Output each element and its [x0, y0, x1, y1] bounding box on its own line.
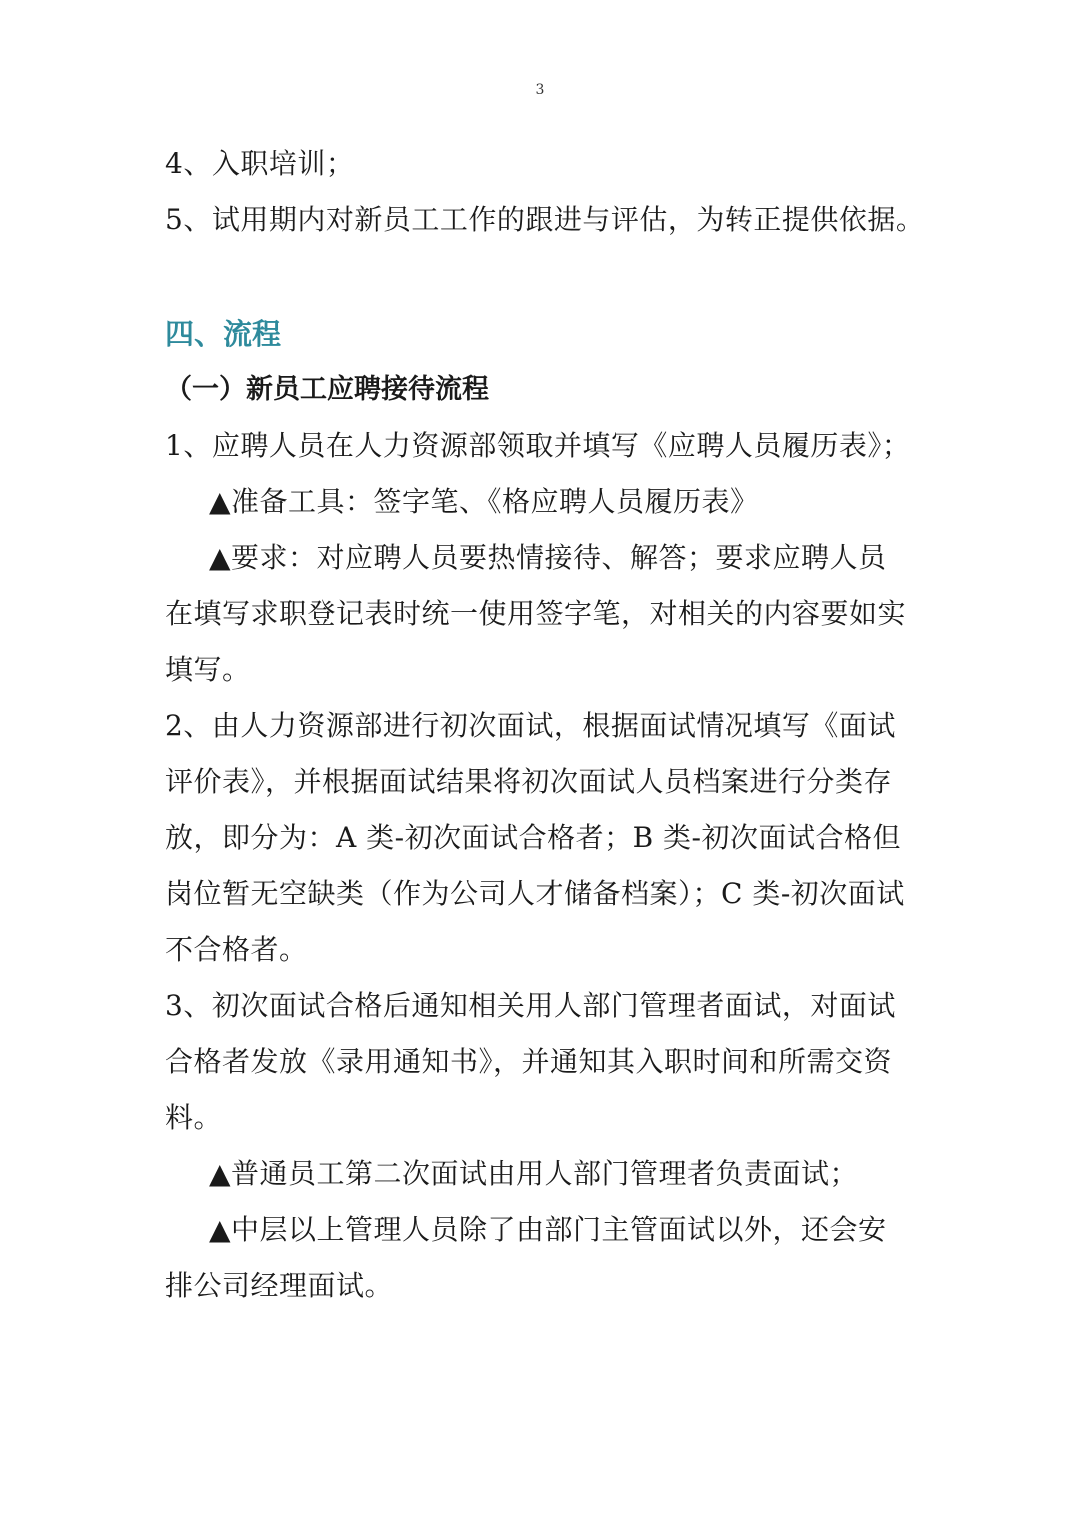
bullet-line: ▲中层以上管理人员除了由部门主管面试以外，还会安	[209, 1213, 887, 1246]
paragraph-line: 岗位暂无空缺类（作为公司人才储备档案）；C 类-初次面试	[165, 877, 905, 910]
paragraph-line: 2、由人力资源部进行初次面试，根据面试情况填写《面试	[165, 709, 896, 742]
paragraph-line: 1、应聘人员在人力资源部领取并填写《应聘人员履历表》；	[165, 429, 911, 462]
paragraph-line: 填写。	[165, 653, 251, 686]
paragraph-line: 料。	[165, 1101, 223, 1134]
subsection-title: （一）新员工应聘接待流程	[165, 374, 489, 405]
bullet-line: ▲准备工具：签字笔、《格应聘人员履历表》	[209, 485, 759, 518]
paragraph-line: 排公司经理面试。	[165, 1269, 394, 1302]
paragraph-line: 3、初次面试合格后通知相关用人部门管理者面试，对面试	[165, 989, 896, 1022]
paragraph-line: 不合格者。	[165, 933, 308, 966]
paragraph-line: 合格者发放《录用通知书》，并通知其入职时间和所需交资	[165, 1045, 893, 1078]
paragraph-line: 放，即分为：A 类-初次面试合格者；B 类-初次面试合格但	[165, 821, 902, 854]
bullet-line: ▲要求：对应聘人员要热情接待、解答；要求应聘人员	[209, 541, 887, 574]
list-item: 4、入职培训；	[165, 147, 355, 180]
list-item: 5、试用期内对新员工工作的跟进与评估，为转正提供依据。	[165, 203, 925, 236]
spacer	[165, 248, 925, 306]
section-title: 四、流程	[165, 317, 282, 351]
bullet-line: ▲普通员工第二次面试由用人部门管理者负责面试；	[209, 1157, 859, 1190]
page-number: 3	[535, 82, 545, 98]
document-body	[165, 136, 925, 1314]
paragraph-line: 评价表》，并根据面试结果将初次面试人员档案进行分类存	[165, 765, 893, 798]
paragraph-line: 在填写求职登记表时统一使用签字笔，对相关的内容要如实	[165, 597, 907, 630]
